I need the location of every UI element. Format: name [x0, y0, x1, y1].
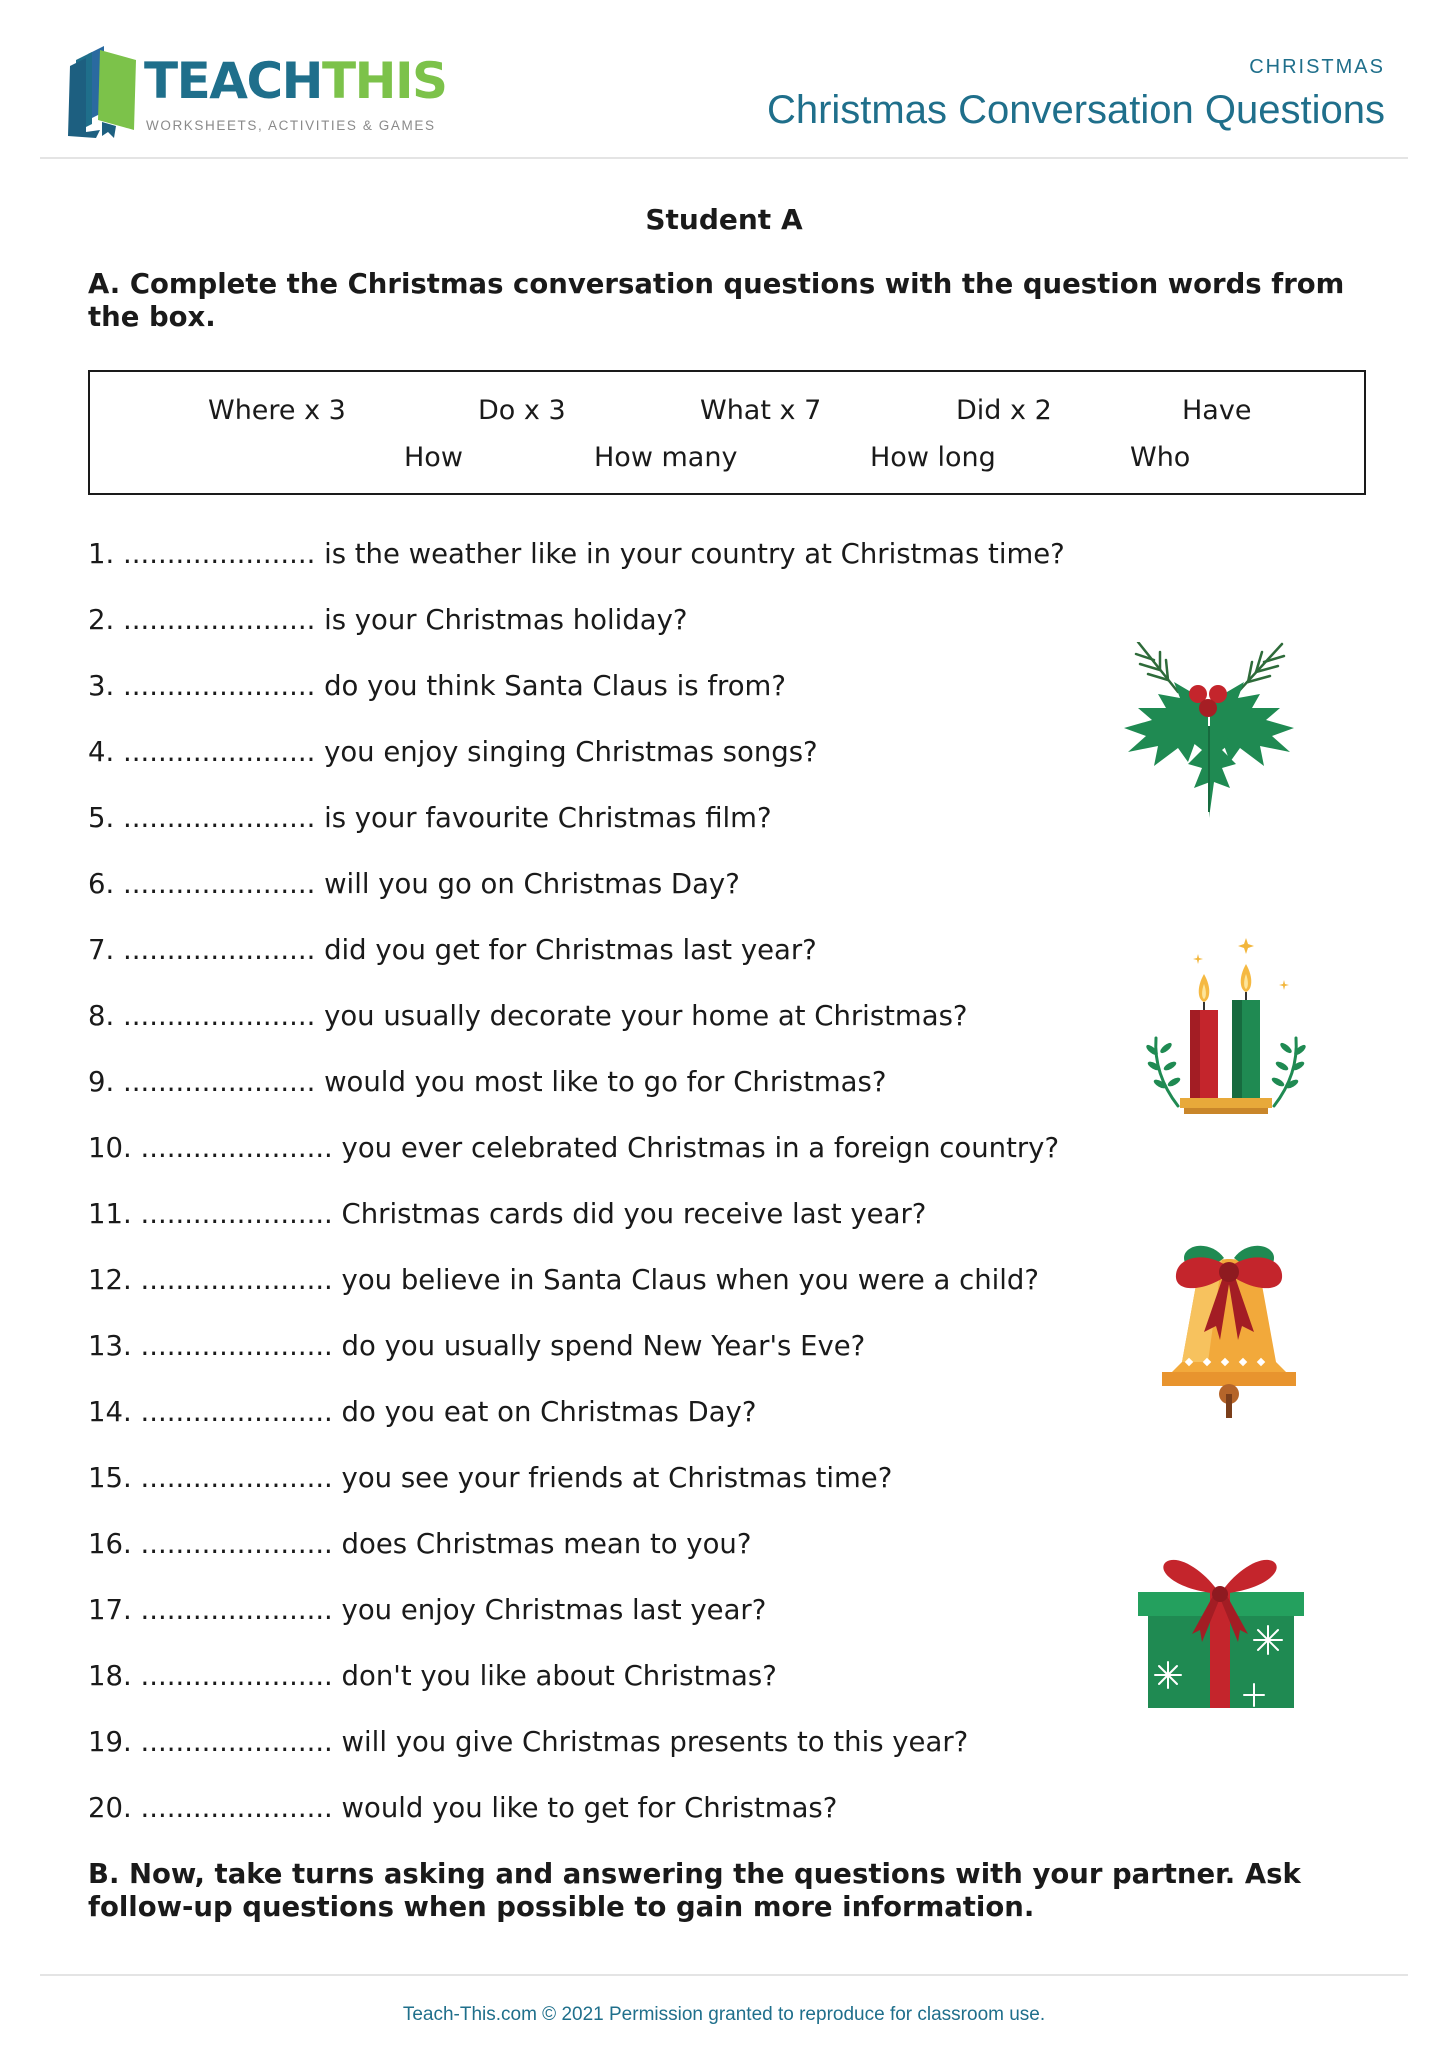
answer-blank: ......................	[123, 736, 316, 768]
answer-blank: ......................	[123, 934, 316, 966]
question-item	[88, 1726, 968, 1758]
page-title: Christmas Conversation Questions	[766, 88, 1385, 132]
copyright-footer: Teach-This.com © 2021 Permission granted to reproduce for classroom use.	[402, 2004, 1046, 2025]
question-item	[88, 1528, 751, 1560]
book-logo-icon	[68, 46, 148, 138]
answer-blank: ......................	[140, 1330, 333, 1362]
question-item	[88, 1396, 756, 1428]
question-item	[88, 934, 817, 966]
answer-blank: ......................	[140, 1132, 333, 1164]
answer-blank: ......................	[123, 670, 316, 702]
question-number: 11.	[88, 1198, 132, 1230]
question-item	[88, 1594, 766, 1626]
instruction-a: A. Complete the Christmas conversation questions with the question words from the box.	[88, 268, 1345, 333]
answer-blank: ......................	[140, 1396, 333, 1428]
word-box-item: What x 7	[700, 395, 822, 426]
word-box-item: Who	[1130, 442, 1191, 473]
question-number: 18.	[88, 1660, 132, 1692]
question-item	[88, 1330, 865, 1362]
answer-blank: ......................	[123, 802, 316, 834]
gift-icon	[1134, 1554, 1306, 1710]
question-item	[88, 1066, 886, 1098]
answer-blank: ......................	[123, 1066, 316, 1098]
question-item	[88, 1264, 1039, 1296]
word-box-item: Did x 2	[956, 395, 1052, 426]
holly-icon	[1118, 642, 1304, 818]
question-text: did you get for Christmas last year?	[324, 934, 817, 966]
question-text: do you think Santa Claus is from?	[324, 670, 786, 702]
question-number: 12.	[88, 1264, 132, 1296]
answer-blank: ......................	[140, 1726, 333, 1758]
question-item	[88, 1792, 837, 1824]
word-box	[88, 370, 1366, 495]
logo-word-teach: TEACH	[144, 52, 322, 110]
question-number: 9.	[88, 1066, 115, 1098]
question-number: 1.	[88, 538, 115, 570]
answer-blank: ......................	[123, 1000, 316, 1032]
question-text: is your Christmas holiday?	[324, 604, 688, 636]
question-item	[88, 604, 687, 636]
answer-blank: ......................	[123, 604, 316, 636]
question-text: you enjoy singing Christmas songs?	[324, 736, 818, 768]
question-text: you usually decorate your home at Christmas?	[324, 1000, 968, 1032]
candles-icon	[1144, 938, 1308, 1122]
question-text: would you most like to go for Christmas?	[324, 1066, 887, 1098]
category-label: CHRISTMAS	[1249, 56, 1385, 78]
question-number: 7.	[88, 934, 115, 966]
question-number: 13.	[88, 1330, 132, 1362]
answer-blank: ......................	[140, 1462, 333, 1494]
question-number: 15.	[88, 1462, 132, 1494]
answer-blank: ......................	[123, 538, 316, 570]
question-item	[88, 670, 786, 702]
question-text: will you give Christmas presents to this year?	[341, 1726, 969, 1758]
question-item	[88, 1132, 1059, 1164]
bell-icon	[1158, 1244, 1300, 1420]
word-box-item: Where x 3	[208, 395, 346, 426]
question-number: 10.	[88, 1132, 132, 1164]
question-text: you enjoy Christmas last year?	[341, 1594, 767, 1626]
instruction-b: B. Now, take turns asking and answering the questions with your partner. Ask follow-up questions when possible to gain more information.	[88, 1858, 1301, 1923]
footer-divider	[40, 1974, 1408, 1976]
word-box-item: Do x 3	[478, 395, 566, 426]
question-number: 8.	[88, 1000, 115, 1032]
question-text: do you usually spend New Year's Eve?	[341, 1330, 866, 1362]
answer-blank: ......................	[123, 868, 316, 900]
logo-tagline: WORKSHEETS, ACTIVITIES & GAMES	[146, 118, 436, 133]
word-box-item: How	[404, 442, 463, 473]
question-number: 4.	[88, 736, 115, 768]
question-text: you believe in Santa Claus when you were a child?	[341, 1264, 1039, 1296]
question-text: don't you like about Christmas?	[341, 1660, 777, 1692]
answer-blank: ......................	[140, 1594, 333, 1626]
question-text: is your favourite Christmas film?	[324, 802, 772, 834]
question-item	[88, 1462, 892, 1494]
word-box-item: How long	[870, 442, 996, 473]
question-item	[88, 736, 818, 768]
question-text: do you eat on Christmas Day?	[341, 1396, 757, 1428]
question-item	[88, 868, 740, 900]
question-number: 14.	[88, 1396, 132, 1428]
question-text: will you go on Christmas Day?	[324, 868, 740, 900]
question-text: would you like to get for Christmas?	[341, 1792, 838, 1824]
question-text: does Christmas mean to you?	[341, 1528, 752, 1560]
answer-blank: ......................	[140, 1198, 333, 1230]
page-header	[0, 0, 1448, 160]
word-box-item: Have	[1182, 395, 1252, 426]
question-number: 16.	[88, 1528, 132, 1560]
answer-blank: ......................	[140, 1264, 333, 1296]
answer-blank: ......................	[140, 1792, 333, 1824]
question-text: Christmas cards did you receive last year?	[341, 1198, 927, 1230]
teach-this-logo	[68, 46, 447, 138]
question-text: you see your friends at Christmas time?	[341, 1462, 893, 1494]
word-box-item: How many	[594, 442, 738, 473]
question-number: 17.	[88, 1594, 132, 1626]
question-item	[88, 538, 1065, 570]
logo-word-this: THIS	[322, 52, 447, 110]
question-number: 5.	[88, 802, 115, 834]
question-text: is the weather like in your country at Christmas time?	[324, 538, 1065, 570]
student-label: Student A	[645, 203, 803, 236]
question-number: 3.	[88, 670, 115, 702]
question-item	[88, 802, 772, 834]
question-item	[88, 1198, 926, 1230]
question-item	[88, 1660, 777, 1692]
answer-blank: ......................	[140, 1528, 333, 1560]
question-item	[88, 1000, 968, 1032]
logo-wordmark	[144, 52, 447, 110]
question-number: 2.	[88, 604, 115, 636]
answer-blank: ......................	[140, 1660, 333, 1692]
header-divider	[40, 157, 1408, 159]
question-number: 19.	[88, 1726, 132, 1758]
question-number: 20.	[88, 1792, 132, 1824]
question-number: 6.	[88, 868, 115, 900]
question-text: you ever celebrated Christmas in a foreign country?	[341, 1132, 1060, 1164]
